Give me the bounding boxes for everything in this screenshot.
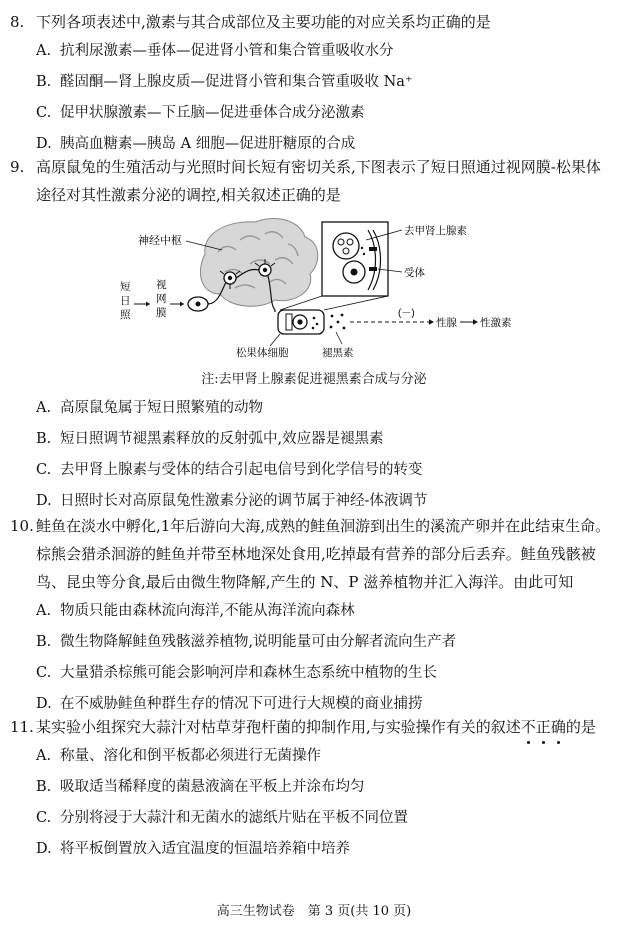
question-9	[10, 153, 618, 209]
emphasis-char: 不	[521, 713, 536, 741]
svg-text:照: 照	[120, 309, 131, 321]
label-gonad: 性腺	[436, 317, 457, 329]
pineal-regulation-diagram	[110, 212, 530, 362]
option-b: B. 微生物降解鲑鱼残骸滋养植物,说明能量可由分解者流向生产者	[36, 634, 457, 650]
question-8	[10, 8, 618, 160]
label-inhibition: (－)	[398, 308, 415, 319]
svg-text:日: 日	[120, 295, 131, 307]
option-d: D. 胰高血糖素—胰岛 A 细胞—促进肝糖原的合成	[36, 136, 356, 152]
question-stem: 某实验小组探究大蒜汁对枯草芽孢杆菌的抑制作用,与实验操作有关的叙述	[36, 718, 521, 736]
melatonin-particles	[330, 314, 346, 330]
option-c: C. 去甲肾上腺素与受体的结合引起电信号到化学信号的转变	[36, 462, 423, 478]
svg-text:膜: 膜	[156, 307, 167, 319]
question-stem: 鸟、昆虫等分食,最后由微生物降解,产生的 N、P 滋养植物并汇入海洋。由此可知	[36, 573, 574, 591]
question-stem: 途径对其性激素分泌的调控,相关叙述正确的是	[36, 186, 341, 204]
question-11: 11. 某实验小组探究大蒜汁对枯草芽孢杆菌的抑制作用,与实验操作有关的叙述不正确的是 A. 称量、溶化和倒平板都必须进行无菌操作 B. 吸取适当稀释度的菌悬液滴在平板上并涂布均匀 C. 分别将浸于大蒜汁和无菌水的滤纸片贴在平板不同位置 D. 将平板倒置放入适宜温度的恒温培养箱中培养	[10, 713, 618, 865]
option-a: A. 抗利尿激素—垂体—促进肾小管和集合管重吸收水分	[36, 43, 394, 59]
option-c: C. 大量猎杀棕熊可能会影响河岸和森林生态系统中植物的生长	[36, 665, 437, 681]
synapse-inset	[322, 222, 388, 296]
option-b: B. 吸取适当稀释度的菌悬液滴在平板上并涂布均匀	[36, 779, 365, 795]
page-footer: 高三生物试卷 第 3 页(共 10 页)	[216, 904, 412, 919]
emphasis-char: 确	[551, 713, 566, 741]
question-stem: 高原鼠兔的生殖活动与光照时间长短有密切关系,下图表示了短日照通过视网膜-松果体	[36, 158, 601, 176]
question-9-options	[10, 393, 618, 517]
figure-caption: 注:去甲肾上腺素促进褪黑素合成与分泌	[201, 372, 427, 387]
option-d: D. 将平板倒置放入适宜温度的恒温培养箱中培养	[36, 841, 350, 857]
option-a: A. 称量、溶化和倒平板都必须进行无菌操作	[36, 748, 321, 764]
option-a: A. 物质只能由森林流向海洋,不能从海洋流向森林	[36, 603, 355, 619]
brain-illustration	[200, 218, 317, 306]
retina-neuron	[188, 297, 208, 311]
question-number: 9.	[10, 158, 25, 176]
svg-text:视: 视	[156, 279, 167, 291]
emphasis-char: 正	[536, 713, 551, 741]
label-receptor: 受体	[404, 267, 425, 279]
svg-text:短: 短	[120, 281, 131, 293]
option-b: B. 醛固酮—肾上腺皮质—促进肾小管和集合管重吸收 Na⁺	[36, 74, 413, 90]
question-number: 8.	[10, 13, 25, 31]
option-d: D. 日照时长对高原鼠兔性激素分泌的调节属于神经-体液调节	[36, 493, 428, 509]
label-neural-center: 神经中枢	[138, 235, 182, 247]
label-norepinephrine: 去甲肾上腺素	[404, 225, 467, 237]
option-d: D. 在不威胁鲑鱼种群生存的情况下可进行大规模的商业捕捞	[36, 696, 423, 712]
svg-text:网: 网	[156, 293, 167, 305]
option-c: C. 促甲状腺激素—下丘脑—促进垂体合成分泌激素	[36, 105, 365, 121]
question-number: 11.	[10, 718, 34, 736]
pineal-cell	[278, 310, 324, 334]
option-b: B. 短日照调节褪黑素释放的反射弧中,效应器是褪黑素	[36, 431, 384, 447]
question-number: 10.	[10, 517, 34, 535]
label-pineal-cell: 松果体细胞	[236, 347, 289, 359]
question-stem: 棕熊会猎杀洄游的鲑鱼并带至林地深处食用,吃掉最有营养的部分后丢弃。鲑鱼残骸被	[36, 545, 596, 563]
option-a: A. 高原鼠兔属于短日照繁殖的动物	[36, 400, 263, 416]
option-c: C. 分别将浸于大蒜汁和无菌水的滤纸片贴在平板不同位置	[36, 810, 408, 826]
label-melatonin: 褪黑素	[322, 347, 354, 359]
question-stem: 鲑鱼在淡水中孵化,1年后游向大海,成熟的鲑鱼洄游到出生的溪流产卵并在此结束生命。	[36, 517, 611, 535]
question-stem: 下列各项表述中,激素与其合成部位及主要功能的对应关系均正确的是	[36, 13, 491, 31]
question-10	[10, 512, 618, 720]
label-sex-hormone: 性激素	[480, 317, 512, 329]
